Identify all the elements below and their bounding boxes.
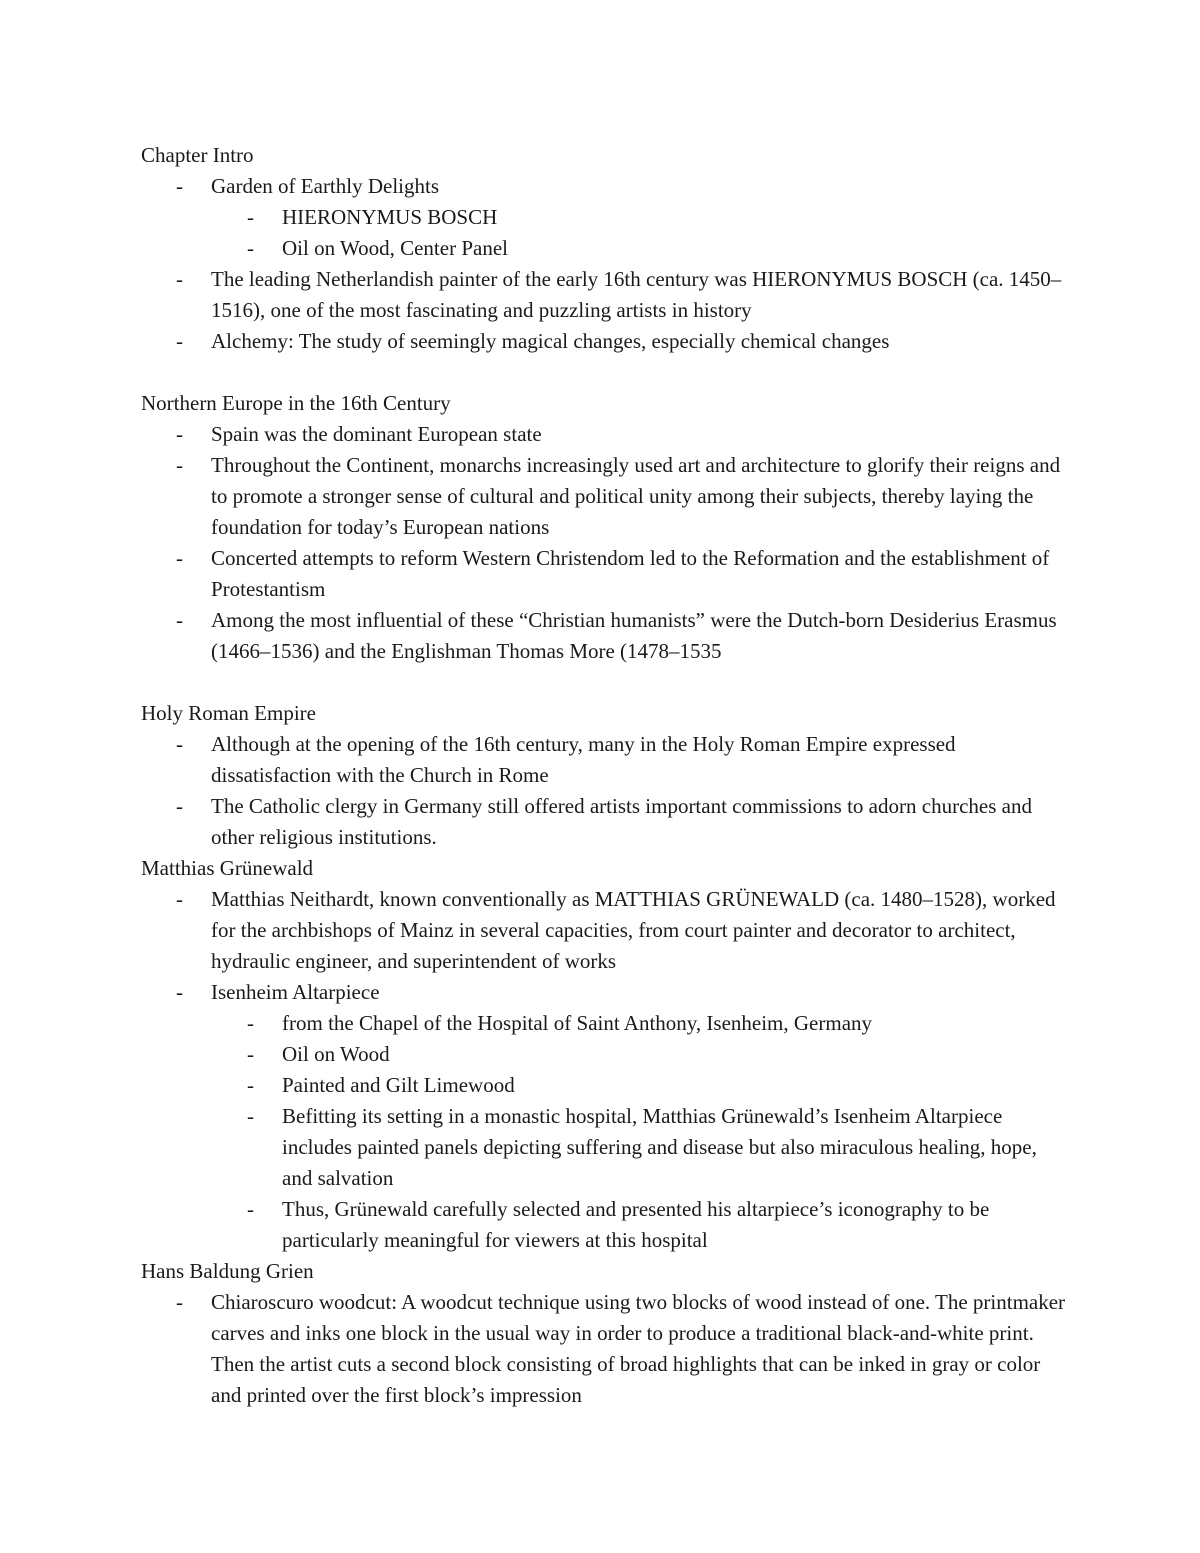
bullet-dash: - [247,1011,254,1035]
list-item [141,884,1071,977]
list-item [141,605,1071,667]
bullet-dash: - [176,453,183,477]
list-item-text: Thus, Grünewald carefully selected and presented his altarpiece’s iconography to be particularly meaningful for viewers at this hospital [282,1197,990,1252]
list-item [141,543,1071,605]
list-item [141,233,1071,264]
list-item [141,1194,1071,1256]
spacer [141,667,1071,698]
list-item [141,326,1071,357]
list-item-text: Spain was the dominant European state [211,422,542,446]
bullet-dash: - [247,1042,254,1066]
list-item-text: Throughout the Continent, monarchs increasingly used art and architecture to glorify their reigns and to promote a stronger sense of cultural and political unity among their subjects, thereby laying the foundation for today’s European nations [211,453,1061,539]
list-item-text: Befitting its setting in a monastic hospital, Matthias Grünewald’s Isenheim Altarpiece includes painted panels depicting suffering and disease but also miraculous healing, hope, and salvation [282,1104,1037,1190]
list-item-text: Chiaroscuro woodcut: A woodcut technique using two blocks of wood instead of one. The printmaker carves and inks one block in the usual way in order to produce a traditional black-and-white print. Then the artist cuts a second block consisting of broad highlights that can be inked in gray or color and printed over the first block’s impression [211,1290,1066,1407]
bullet-dash: - [176,608,183,632]
list-item [141,264,1071,326]
bullet-dash: - [247,1197,254,1221]
bullet-dash: - [176,1290,183,1314]
bullet-dash: - [247,1073,254,1097]
list-item [141,1287,1071,1411]
list-item-text: Garden of Earthly Delights [211,174,440,198]
bullet-dash: - [176,546,183,570]
list-item-text: Alchemy: The study of seemingly magical changes, especially chemical changes [211,329,890,353]
list-item [141,419,1071,450]
list-item-text: Concerted attempts to reform Western Christendom led to the Reformation and the establishment of Protestantism [211,546,1050,601]
list-item-text: Oil on Wood [282,1042,390,1066]
section-heading: Northern Europe in the 16th Century [141,391,451,415]
list-item [141,791,1071,853]
bullet-dash: - [176,174,183,198]
list-item [141,1101,1071,1194]
list-item [141,1008,1071,1039]
bullet-dash: - [247,236,254,260]
list-item-text: HIERONYMUS BOSCH [282,205,498,229]
section-heading: Matthias Grünewald [141,856,314,880]
list-item [141,450,1071,543]
list-item [141,1039,1071,1070]
bullet-dash: - [176,329,183,353]
list-item [141,977,1071,1008]
list-item-text: Painted and Gilt Limewood [282,1073,515,1097]
bullet-dash: - [176,422,183,446]
list-item-text: Matthias Neithardt, known conventionally as MATTHIAS GRÜNEWALD (ca. 1480–1528), worked for the archbishops of Mainz in several capacities, from court painter and decorator to architect, hydraulic engineer, and superintendent of works [211,887,1056,973]
bullet-dash: - [176,794,183,818]
list-item-text: The leading Netherlandish painter of the early 16th century was HIERONYMUS BOSCH (ca. 1450–1516), one of the most fascinating and puzzling artists in history [211,267,1062,322]
list-item-text: The Catholic clergy in Germany still offered artists important commissions to adorn churches and other religious institutions. [211,794,1032,849]
section-heading: Hans Baldung Grien [141,1259,314,1283]
list-item-text: from the Chapel of the Hospital of Saint Anthony, Isenheim, Germany [282,1011,873,1035]
list-item-text: Oil on Wood, Center Panel [282,236,508,260]
list-item [141,729,1071,791]
list-item-text: Isenheim Altarpiece [211,980,380,1004]
bullet-dash: - [176,980,183,1004]
list-item [141,202,1071,233]
document-page [141,140,1071,1411]
section-heading: Chapter Intro [141,143,254,167]
bullet-dash: - [176,267,183,291]
list-item-text: Among the most influential of these “Christian humanists” were the Dutch-born Desiderius Erasmus (1466–1536) and the Englishman Thomas More (1478–1535 [211,608,1057,663]
section-heading: Holy Roman Empire [141,701,316,725]
list-item-text: Although at the opening of the 16th century, many in the Holy Roman Empire expressed dissatisfaction with the Church in Rome [211,732,956,787]
list-item [141,1070,1071,1101]
list-item [141,171,1071,202]
bullet-dash: - [176,887,183,911]
spacer [141,357,1071,388]
bullet-dash: - [247,205,254,229]
bullet-dash: - [247,1104,254,1128]
bullet-dash: - [176,732,183,756]
